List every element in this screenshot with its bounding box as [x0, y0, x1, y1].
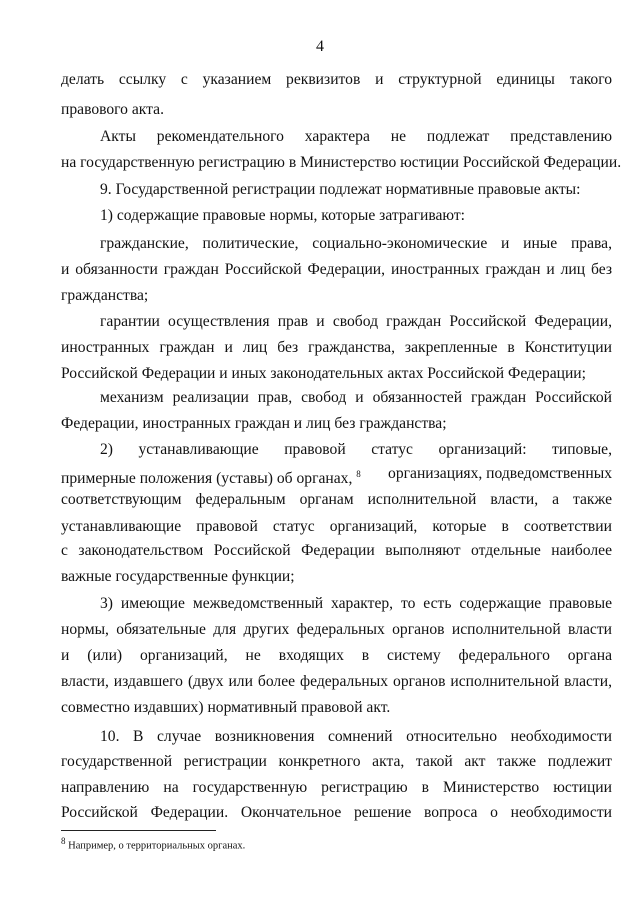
- footnote-text: Например, о территориальных органах.: [68, 840, 246, 852]
- footnote-mark: 8: [61, 836, 66, 846]
- text-line: соответствующим федеральным органам исполнительной власти, а также: [61, 491, 612, 508]
- text-line: Федерации, иностранных граждан и лиц без гражданства;: [61, 415, 447, 432]
- text-line: 9. Государственной регистрации подлежат нормативные правовые акты:: [100, 181, 581, 198]
- text-line: нормы, обязательные для других федеральных органов исполнительной власти: [61, 621, 612, 638]
- text-line: и (или) организаций, не входящих в систему федерального органа: [61, 647, 612, 664]
- text-line: власти, издавшего (двух или более федеральных органов исполнительной власти,: [61, 673, 612, 690]
- text-line: 3) имеющие межведомственный характер, то есть содержащие правовые: [100, 595, 612, 612]
- text-line: иностранных граждан и лиц без гражданства, закрепленные в Конституции: [61, 339, 612, 356]
- text-line: гражданские, политические, социально-экономические и иные права,: [100, 235, 612, 252]
- text-line: направлению на государственную регистрацию в Министерство юстиции: [61, 779, 612, 796]
- text-line: на государственную регистрацию в Министерство юстиции Российской Федерации.: [61, 154, 622, 171]
- text-line: устанавливающие правовой статус организаций, которые в соответствии: [61, 518, 612, 535]
- text-line: Российской Федерации и иных законодательных актах Российской Федерации;: [61, 365, 586, 382]
- text-line: 2) устанавливающие правовой статус организаций: типовые,: [100, 441, 612, 458]
- footnote: [61, 836, 245, 852]
- footnote-reference[interactable]: 8: [356, 469, 361, 479]
- text-line: Российской Федерации. Окончательное решение вопроса о необходимости: [61, 804, 612, 821]
- text-line-with-footnote: [61, 464, 612, 489]
- text-segment: примерные положения (уставы) об органах,: [61, 470, 353, 488]
- text-line: и обязанности граждан Российской Федерации, иностранных граждан и лиц без: [61, 261, 612, 278]
- text-line: правового акта.: [61, 101, 164, 118]
- footnote-divider: [61, 830, 216, 831]
- text-line: делать ссылку с указанием реквизитов и структурной единицы такого: [61, 71, 612, 88]
- text-line: гарантии осуществления прав и свобод граждан Российской Федерации,: [100, 313, 612, 330]
- text-line: механизм реализации прав, свобод и обязанностей граждан Российской: [100, 389, 612, 406]
- text-line: совместно издавших) нормативный правовой акт.: [61, 699, 391, 716]
- text-line: 1) содержащие правовые нормы, которые затрагивают:: [100, 207, 465, 224]
- text-line: Акты рекомендательного характера не подлежат представлению: [100, 128, 612, 145]
- text-line: гражданства;: [61, 287, 149, 304]
- text-line: государственной регистрации конкретного акта, такой акт также подлежит: [61, 753, 612, 770]
- text-line: важные государственные функции;: [61, 568, 295, 585]
- page-number: 4: [316, 38, 324, 55]
- text-line: 10. В случае возникновения сомнений относительно необходимости: [100, 728, 612, 745]
- text-segment: организациях, подведомственных: [388, 465, 612, 482]
- text-line: с законодательством Российской Федерации выполняют отдельные наиболее: [61, 542, 612, 559]
